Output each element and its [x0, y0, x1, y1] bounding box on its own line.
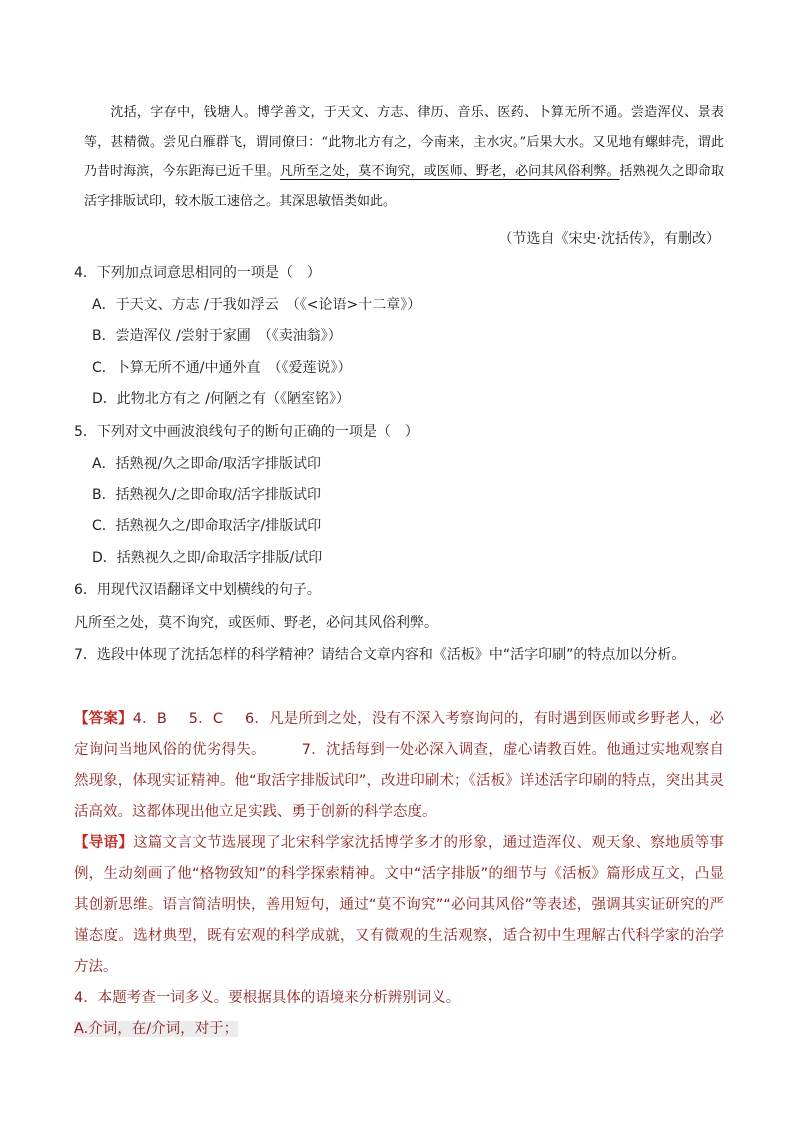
guide-text: 这篇文言文节选展现了北宋科学家沈括博学多才的形象，通过造浑仪、观天象、察地质等事例，生动刻画了他“格物致知”的科学探索精神。文中“活字排版”的细节与《活板》篇形成互文，凸显其创新思维。语言简洁明快，善用短句，通过“莫不询究”“必问其风俗”等表述，强调其实证研究的严谨态度。选材典型，既有宏观的科学成就，又有微观的生活观察，适合初中生理解古代科学家的治学方法。 — [74, 835, 725, 975]
classical-passage — [84, 98, 724, 216]
passage-source: （节选自《宋史·沈括传》，有删改） — [498, 231, 720, 247]
q5-option-b: B．括熟视久/之即命取/活字排版试印 — [92, 487, 322, 503]
question-6-sentence: 凡所至之处，莫不询究，或医师、野老，必问其风俗利弊。 — [74, 615, 438, 631]
q4-option-b: B．尝造浑仪 /尝射于家圃 （《卖油翁》） — [92, 328, 342, 344]
question-6: 6．用现代汉语翻译文中划横线的句子。 — [74, 582, 321, 598]
passage-text-end: 括熟视久之即命取活字排版试印，较木版工速倍之。其深思敏悟类如此。 — [84, 164, 724, 209]
analysis-option-a: A.介词，在/介词，对于； — [74, 1021, 239, 1037]
answer-7: 7．沈括每到一处必深入调查，虚心请教百姓。他通过实地观察自然现象，体现实证精神。他“取活字排版试印”，改进印刷术；《活板》详述活字印刷的特点，突出其灵活高效。这都体现出他立足实践、勇于创新的科学态度。 — [74, 742, 724, 820]
guide-tag: 【导语】 — [74, 835, 134, 851]
passage-text: 沈括，字存中，钱塘人。博学善文，于天文、方志、律历、音乐、医药、卜算无所不通。尝造浑仪、景表等，甚精微。尝见白雁群飞，谓同僚曰：“此物北方有之，今南来，主水灾。”后果大水。又见地有螺蚌壳，谓此乃昔时海滨，今东距海已近千里。 — [84, 105, 724, 179]
q4-option-d: D．此物北方有之 /何陋之有（《陋室铭》） — [92, 391, 350, 407]
passage-underlined-sentence: 凡所至之处，莫不询究，或医师、野老，必问其风俗利弊。 — [279, 164, 620, 179]
q5-option-c: C．括熟视久之/即命取活字/排版试印 — [92, 518, 322, 534]
question-4: 4．下列加点词意思相同的一项是（ ） — [74, 265, 321, 281]
answer-tag: 【答案】 — [74, 711, 133, 727]
answer-section — [74, 704, 724, 1045]
answer-6: 6．凡是所到之处，没有不深入考察询问的，有时遇到医师或乡野老人，必定询问当地风俗的优劣得失。 — [74, 711, 724, 758]
question-5: 5．下列对文中画波浪线句子的断句正确的一项是（ ） — [74, 424, 419, 440]
q4-option-a: A．于天文、方志 /于我如浮云 （《<论语>十二章》） — [92, 297, 422, 313]
q4-option-c: C．卜算无所不通/中通外直 （《爱莲说》） — [92, 360, 352, 376]
answer-4: 4．B — [132, 711, 167, 727]
question-7: 7．选段中体现了沈括怎样的科学精神？请结合文章内容和《活板》中“活字印刷”的特点加以分析。 — [74, 647, 686, 663]
q5-option-a: A．括熟视/久之即命/取活字排版试印 — [92, 456, 322, 472]
analysis-4: 4．本题考查一词多义。要根据具体的语境来分析辨别词义。 — [74, 990, 461, 1006]
answer-5: 5．C — [188, 711, 223, 727]
q5-option-d: D．括熟视久之即/命取活字排版/试印 — [92, 550, 323, 566]
